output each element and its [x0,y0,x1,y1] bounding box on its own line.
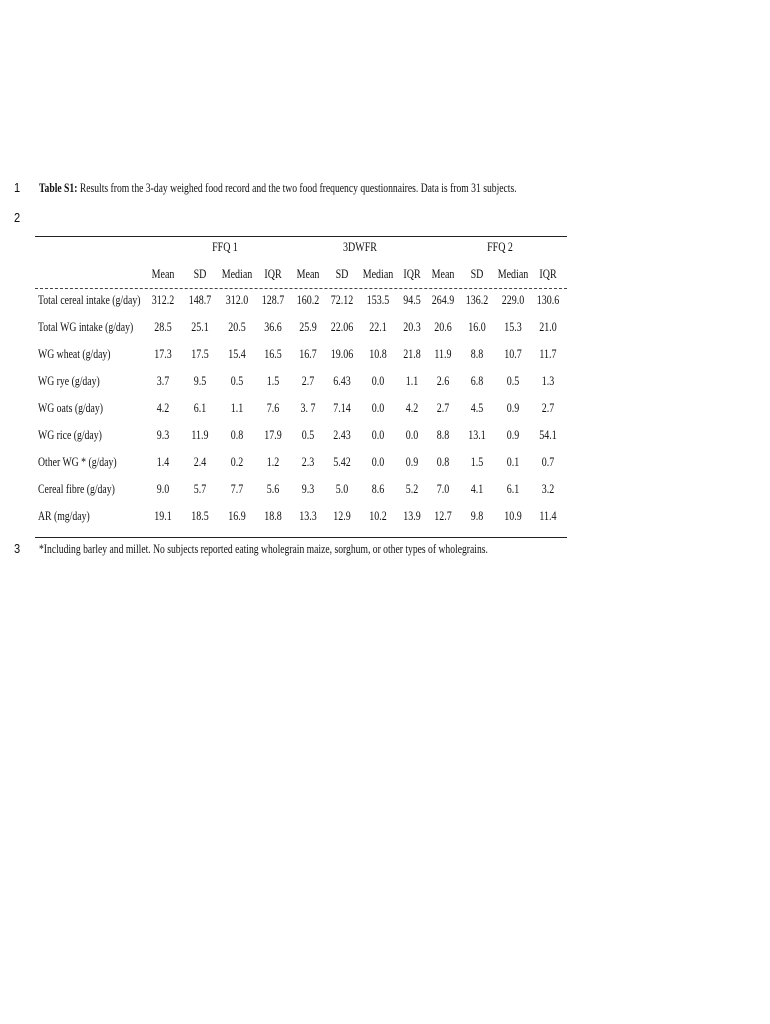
column-header: IQR [264,267,282,281]
row-label: AR (mg/day) [38,509,90,523]
table-cell: 18.8 [264,509,282,523]
table-cell: 54.1 [539,428,557,442]
table-cell: 11.9 [434,347,452,361]
table-cell: 7.14 [333,401,351,415]
table-cell: 0.0 [371,374,385,388]
table-cell: 7.7 [230,482,244,496]
table-cell: 0.1 [506,455,520,469]
column-header: SD [193,267,207,281]
table-cell: 17.9 [264,428,282,442]
row-label: Other WG * (g/day) [38,455,117,469]
table-caption-label: Table S1: [39,180,78,195]
table-cell: 5.0 [335,482,349,496]
table-cell: 9.8 [470,509,484,523]
table-cell: 28.5 [154,320,172,334]
column-header: Mean [296,267,320,281]
table-cell: 9.3 [301,482,315,496]
table-cell: 6.1 [193,401,207,415]
table-cell: 0.2 [230,455,244,469]
table-cell: 2.3 [301,455,315,469]
table-bottom-rule [35,537,567,538]
table-cell: 20.3 [403,320,421,334]
column-header-row [0,267,770,287]
table-cell: 2.7 [541,401,555,415]
table-cell: 10.7 [504,347,522,361]
row-label: WG wheat (g/day) [38,347,111,361]
row-label: Cereal fibre (g/day) [38,482,115,496]
group-header: 3DWFR [343,240,377,254]
table-cell: 2.7 [436,401,450,415]
table-cell: 0.5 [301,428,315,442]
table-cell: 128.7 [261,293,285,307]
table-cell: 5.6 [266,482,280,496]
table-cell: 0.8 [230,428,244,442]
table-cell: 2.43 [333,428,351,442]
table-cell: 20.6 [434,320,452,334]
table-cell: 9.0 [156,482,170,496]
line-number-3: 3 [14,541,21,556]
table-cell: 9.5 [193,374,207,388]
table-caption [39,180,517,196]
table-cell: 12.7 [434,509,452,523]
table-cell: 22.1 [369,320,387,334]
table-cell: 6.8 [470,374,484,388]
column-header: Median [497,267,529,281]
table-cell: 1.2 [266,455,280,469]
table-cell: 160.2 [296,293,320,307]
table-cell: 18.5 [191,509,209,523]
table-cell: 0.5 [506,374,520,388]
table-cell: 25.1 [191,320,209,334]
table-cell: 11.4 [539,509,557,523]
table-row [0,347,770,367]
table-cell: 12.9 [333,509,351,523]
table-cell: 7.0 [436,482,450,496]
table-row [0,428,770,448]
table-cell: 8.8 [436,428,450,442]
table-cell: 153.5 [366,293,390,307]
table-cell: 5.7 [193,482,207,496]
table-cell: 130.6 [536,293,560,307]
table-row [0,482,770,502]
table-cell: 0.9 [506,428,520,442]
row-label: WG rye (g/day) [38,374,100,388]
table-cell: 7.6 [266,401,280,415]
table-cell: 16.5 [264,347,282,361]
table-row [0,509,770,529]
table-cell: 72.12 [330,293,354,307]
table-cell: 21.8 [403,347,421,361]
table-cell: 1.1 [230,401,244,415]
table-cell: 1.3 [541,374,555,388]
column-header: SD [470,267,484,281]
table-cell: 4.1 [470,482,484,496]
table-footnote: *Including barley and millet. No subjects reported eating wholegrain maize, sorghum, or other types of wholegrains. [39,541,488,556]
table-cell: 5.42 [333,455,351,469]
table-cell: 2.4 [193,455,207,469]
table-cell: 11.9 [191,428,209,442]
table-cell: 19.06 [330,347,354,361]
table-cell: 10.8 [369,347,387,361]
row-label: Total cereal intake (g/day) [38,293,141,307]
table-row [0,455,770,475]
table-cell: 0.9 [506,401,520,415]
table-cell: 1.5 [266,374,280,388]
group-header: FFQ 1 [212,240,238,254]
line-number-2: 2 [14,210,21,225]
table-cell: 15.3 [504,320,522,334]
table-cell: 0.0 [405,428,419,442]
table-cell: 16.0 [468,320,486,334]
table-cell: 312.0 [225,293,249,307]
group-header: FFQ 2 [487,240,513,254]
table-cell: 16.9 [228,509,246,523]
table-cell: 11.7 [539,347,557,361]
table-cell: 25.9 [299,320,317,334]
table-cell: 0.8 [436,455,450,469]
row-label: WG rice (g/day) [38,428,102,442]
table-cell: 4.2 [405,401,419,415]
table-cell: 0.0 [371,428,385,442]
table-cell: 136.2 [465,293,489,307]
table-cell: 10.9 [504,509,522,523]
table-row [0,374,770,394]
column-header: Median [221,267,253,281]
row-label: Total WG intake (g/day) [38,320,134,334]
table-cell: 15.4 [228,347,246,361]
table-cell: 17.3 [154,347,172,361]
column-header: IQR [539,267,557,281]
row-label: WG oats (g/day) [38,401,103,415]
table-row [0,320,770,340]
table-cell: 16.7 [299,347,317,361]
column-header: IQR [403,267,421,281]
table-cell: 1.1 [405,374,419,388]
column-header: SD [335,267,349,281]
column-header: Mean [151,267,175,281]
table-cell: 20.5 [228,320,246,334]
table-cell: 22.06 [330,320,354,334]
table-cell: 8.8 [470,347,484,361]
table-cell: 229.0 [501,293,525,307]
table-top-rule [35,236,567,237]
table-cell: 6.1 [506,482,520,496]
line-number-1: 1 [14,180,21,195]
table-cell: 312.2 [151,293,175,307]
table-cell: 94.5 [403,293,421,307]
table-cell: 13.9 [403,509,421,523]
table-row [0,293,770,313]
table-cell: 0.0 [371,401,385,415]
table-cell: 10.2 [369,509,387,523]
table-cell: 3.7 [156,374,170,388]
table-cell: 9.3 [156,428,170,442]
table-row [0,401,770,421]
table-caption-text: Results from the 3-day weighed food record and the two food frequency questionnaires. Data is from 31 subjects. [77,180,517,195]
table-cell: 0.5 [230,374,244,388]
table-cell: 0.7 [541,455,555,469]
column-header: Mean [431,267,455,281]
column-header: Median [362,267,394,281]
table-cell: 19.1 [154,509,172,523]
table-cell: 1.5 [470,455,484,469]
table-cell: 13.1 [468,428,486,442]
table-cell: 2.7 [301,374,315,388]
table-cell: 17.5 [191,347,209,361]
table-header-rule [35,288,567,289]
table-cell: 6.43 [333,374,351,388]
table-cell: 0.9 [405,455,419,469]
table-cell: 36.6 [264,320,282,334]
table-cell: 2.6 [436,374,450,388]
table-cell: 13.3 [299,509,317,523]
table-cell: 148.7 [188,293,212,307]
table-cell: 21.0 [539,320,557,334]
table-cell: 5.2 [405,482,419,496]
table-cell: 1.4 [156,455,170,469]
table-cell: 4.2 [156,401,170,415]
table-cell: 264.9 [431,293,455,307]
table-cell: 3.2 [541,482,555,496]
table-cell: 8.6 [371,482,385,496]
table-cell: 0.0 [371,455,385,469]
table-cell: 4.5 [470,401,484,415]
table-cell: 3. 7 [300,401,316,415]
